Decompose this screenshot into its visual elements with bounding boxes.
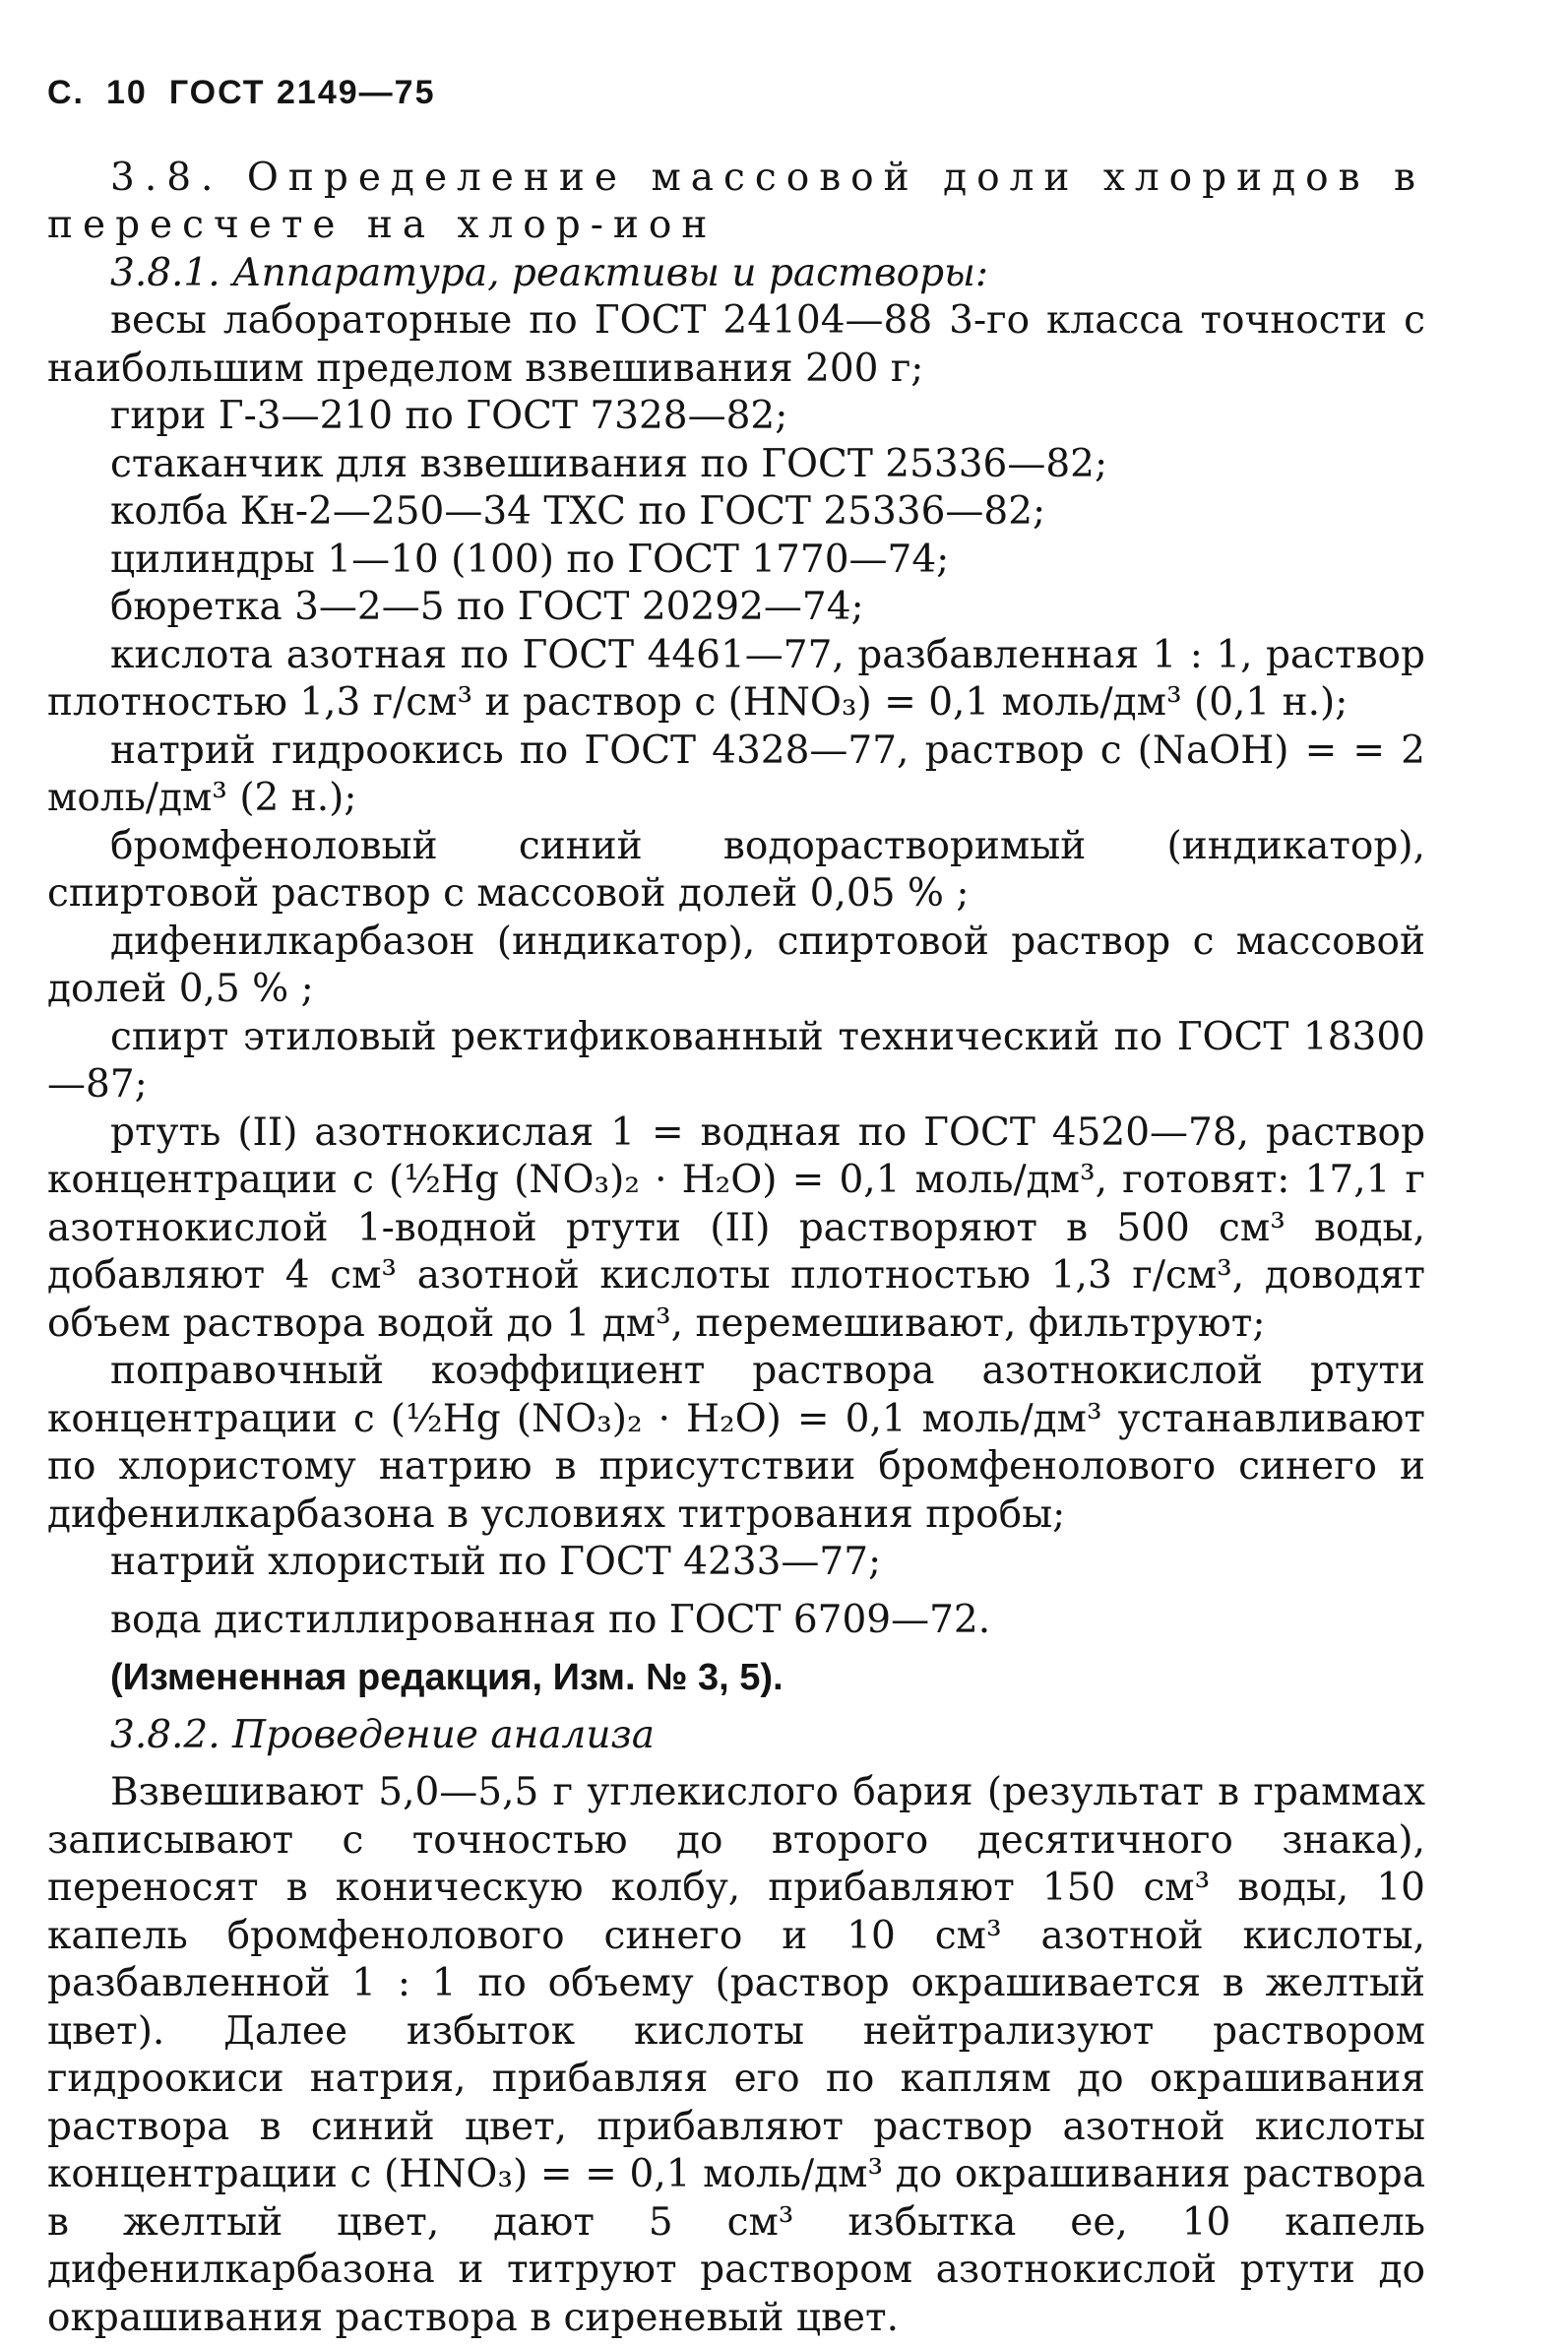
list-item: натрий хлористый по ГОСТ 4233—77; (110, 1540, 882, 1584)
list-item: стаканчик для взвешивания по ГОСТ 25336—82; (110, 441, 1108, 486)
section-3-8-title: 3.8. Определение массовой доли хлоридов в пересчете на хлор-ион (47, 155, 1425, 247)
list-item: весы лабораторные по ГОСТ 24104—88 3-го класса точности с наибольшим пределом взвешивания 200 г; (47, 298, 1425, 391)
section-3-8-2-title: 3.8.2. Проведение анализа (110, 1712, 656, 1757)
list-item: колба Кн-2—250—34 ТХС по ГОСТ 25336—82; (110, 489, 1046, 534)
list-item: цилиндры 1—10 (100) по ГОСТ 1770—74; (110, 537, 950, 582)
page-header (47, 69, 1425, 117)
list-item: натрий гидроокись по ГОСТ 4328—77, раствор с (NaOH) = = 2 моль/дм³ (2 н.); (47, 728, 1425, 820)
list-item: спирт этиловый ректификованный технический по ГОСТ 18300—87; (47, 1014, 1425, 1107)
list-item: ртуть (II) азотнокислая 1 = водная по ГОСТ 4520—78, раствор концентрации с (½Hg (NO₃)₂ · H₂O) = 0,1 моль/дм³, готовят: 17,1 г азотнокислой 1-водной ртути (II) растворяют в 500 см³ воды, добавляют 4 см³ азотной кислоты плотностью 1,3 г/см³, доводят объем раствора водой до 1 дм³, перемешивают, фильтруют; (47, 1110, 1425, 1346)
materials-list (47, 297, 1425, 1644)
list-item: гири Г-3—210 по ГОСТ 7328—82; (110, 394, 788, 438)
list-item: вода дистиллированная по ГОСТ 6709—72. (110, 1597, 991, 1642)
section-3-8-1-title: 3.8.1. Аппаратура, реактивы и растворы: (110, 250, 989, 295)
section-3-8-2-body: Взвешивают 5,0—5,5 г углекислого бария (результат в граммах записывают с точностью до второго десятичного знака), переносят в коническую колбу, прибавляют 150 см³ воды, 10 капель бромфенолового синего и 10 см³ азотной кислоты, разбавленной 1 : 1 по объему (раствор окрашивается в желтый цвет). Далее избыток кислоты нейтрализуют раствором гидроокиси натрия, прибавляя его по каплям до окрашивания раствора в синий цвет, прибавляют раствор азотной кислоты концентрации с (HNO₃) = = 0,1 моль/дм³ до окрашивания раствора в желтый цвет, дают 5 см³ избытка ее, 10 капель дифенилкарбазона и титруют раствором азотнокислой ртути до окрашивания раствора в сиреневый цвет. (47, 1770, 1425, 2340)
list-item: дифенилкарбазон (индикатор), спиртовой раствор с массовой долей 0,5 % ; (47, 919, 1425, 1011)
list-item: бюретка 3—2—5 по ГОСТ 20292—74; (110, 585, 864, 629)
page-prefix: С. (47, 74, 85, 111)
standard-id: ГОСТ 2149—75 (168, 74, 436, 111)
list-item: бромфеноловый синий водорастворимый (индикатор), спиртовой раствор с массовой долей 0,05 % ; (47, 823, 1425, 916)
document-page (47, 69, 1425, 2342)
page-number: 10 (106, 74, 148, 111)
list-item: поправочный коэффициент раствора азотнокислой ртути концентрации с (½Hg (NO₃)₂ · H₂O) = 0,1 моль/дм³ устанавливают по хлористому натрию в присутствии бромфенолового синего и дифенилкарбазона в условиях титрования пробы; (47, 1349, 1425, 1537)
list-item: кислота азотная по ГОСТ 4461—77, разбавленная 1 : 1, раствор плотностью 1,3 г/см³ и раствор с (HNO₃) = 0,1 моль/дм³ (0,1 н.); (47, 632, 1425, 725)
amendment-note: (Измененная редакция, Изм. № 3, 5). (110, 1657, 784, 1698)
